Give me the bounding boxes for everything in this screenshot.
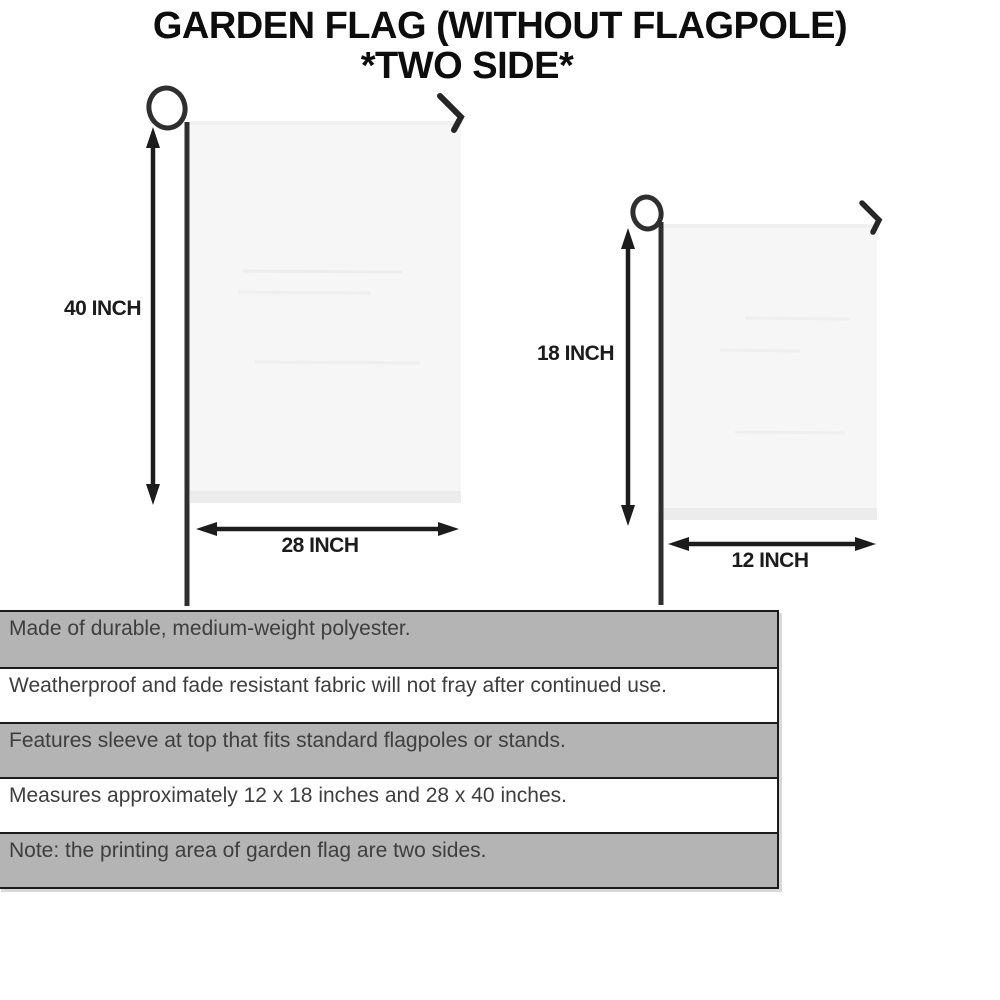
feature-row [0,832,777,887]
feature-row-text: Made of durable, medium-weight polyester. [9,617,411,640]
feature-row [0,612,777,667]
large-flagpole-loop [145,85,189,132]
feature-row-text: Weatherproof and fade resistant fabric will not fray after continued use. [9,674,667,697]
fabric-crease [720,350,800,351]
features-table [0,610,779,889]
fabric-crease [745,318,850,319]
small-flag-top-sleeve [663,224,877,228]
fabric-crease [238,292,370,293]
feature-row [0,777,777,832]
large-flag-top-sleeve [190,121,461,125]
fabric-crease [243,271,402,272]
fabric-crease [255,362,420,363]
large-flag-hem [190,491,461,503]
small-flag-height-label: 18 INCH [536,342,615,365]
feature-row [0,667,777,722]
feature-row-text: Note: the printing area of garden flag are two sides. [9,839,487,862]
large-flag-width-label: 28 INCH [281,534,359,557]
large-flag-height-label: 40 INCH [63,297,142,320]
feature-row [0,722,777,777]
feature-row-text: Measures approximately 12 x 18 inches and 28 x 40 inches. [9,784,567,807]
fabric-crease [735,432,845,433]
small-flag-hem [663,508,877,520]
title-line-2: *TWO SIDE* [360,45,574,87]
small-flag-width-label: 12 INCH [731,549,809,572]
feature-row-text: Features sleeve at top that fits standard flagpoles or stands. [9,729,566,752]
small-flag-height-arrow [621,228,635,526]
small-flag-canvas [663,224,877,520]
title-line-1: GARDEN FLAG (WITHOUT FLAGPOLE) [152,5,848,47]
large-flag-canvas [190,121,461,503]
